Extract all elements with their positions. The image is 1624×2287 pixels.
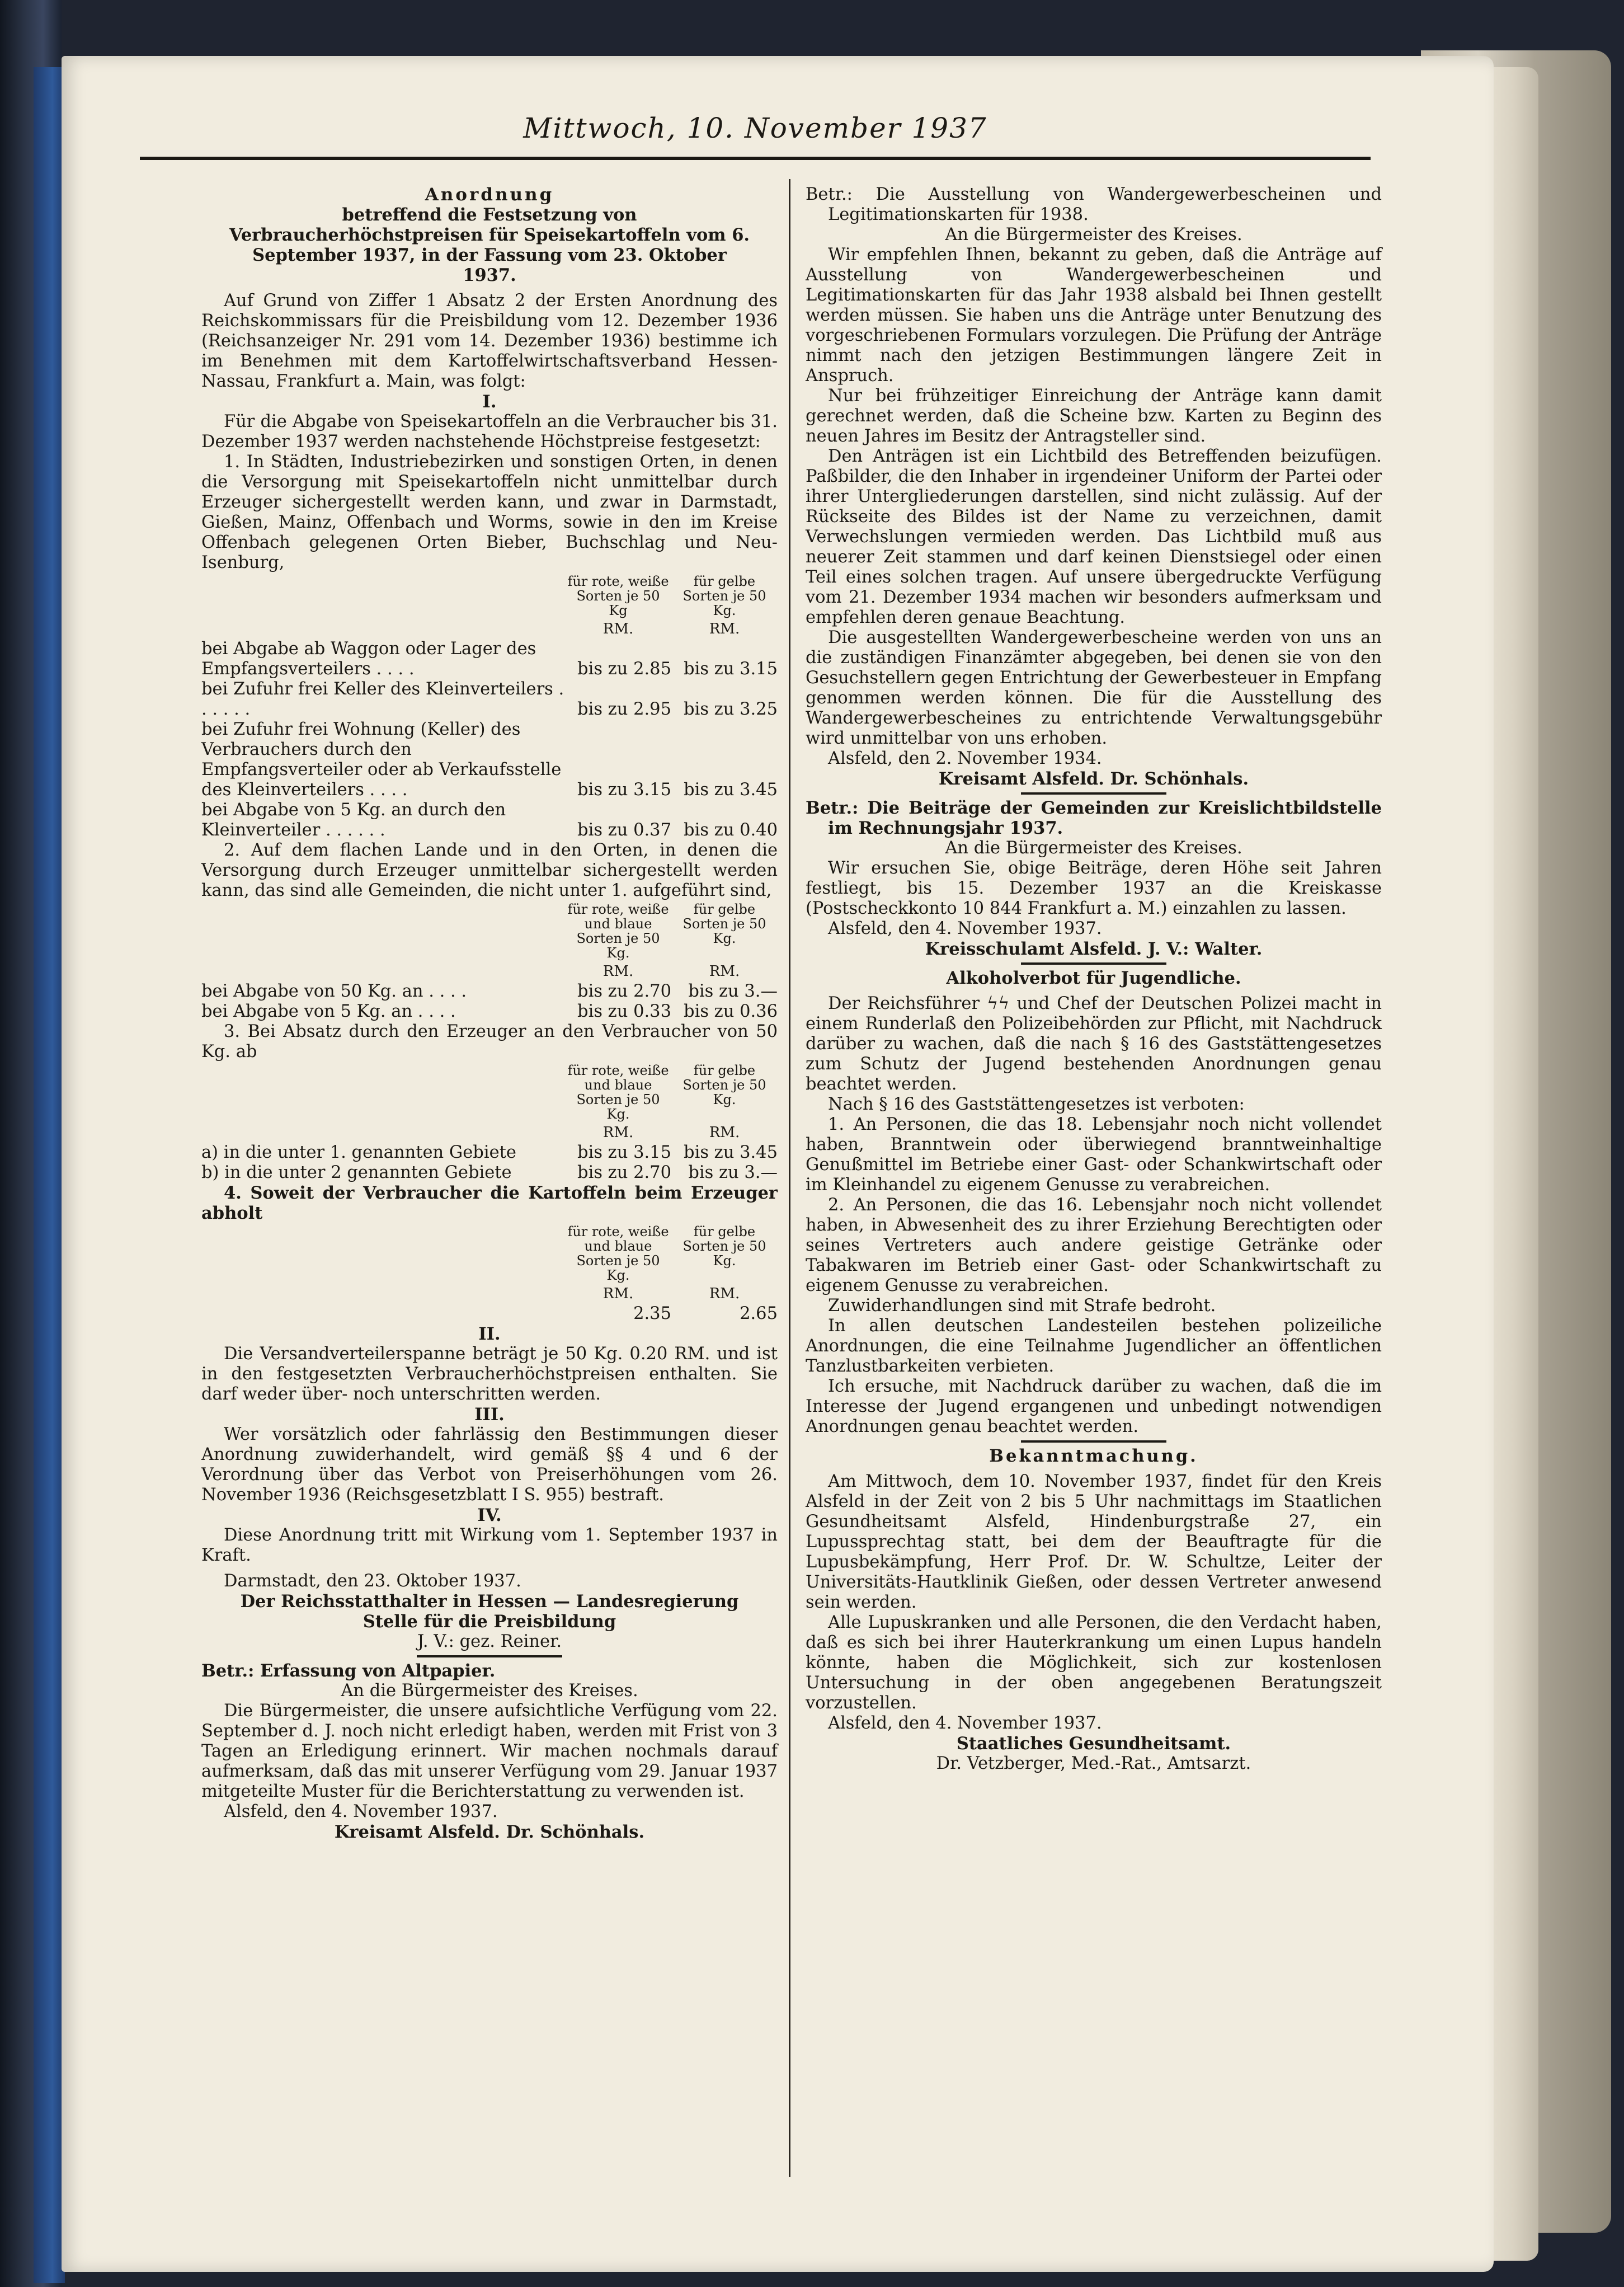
price-unit-row xyxy=(201,961,778,982)
price-column-headers xyxy=(201,1224,778,1283)
place-date: Darmstadt, den 23. Oktober 1937. xyxy=(224,1571,521,1591)
price-value: 2.35 xyxy=(633,1304,671,1323)
article-text: 2. An Personen, die das 16. Lebensjahr noch nicht vollendet haben, in Abwesenheit des zu ihrer Erziehung Berechtigten oder seines Vertreters auch andere geistige Getränke oder Tabakwaren im Betrieb einer Gast- oder Schankwirtschaft zu eigenem Genusse zu verabreichen. xyxy=(806,1195,1382,1295)
article-betr: Betr.: Die Ausstellung von Wandergewerbescheinen und Legitimationskarten für 1938. xyxy=(806,185,1382,224)
section-number: II. xyxy=(478,1324,501,1344)
section-number: III. xyxy=(474,1405,505,1425)
price-col-header: für rote, weiße und blaue Sorten je 50 Kg. xyxy=(567,1224,669,1283)
signer-line: J. V.: gez. Reiner. xyxy=(417,1632,562,1651)
article-text: Den Anträgen ist ein Lichtbild des Betreffenden beizufügen. Paßbilder, die den Inhaber in irgendeiner Uniform der Partei oder ihrer Untergliederungen darstellen, sind nicht zulässig. Auf der Rückseite des Bildes ist der Name zu verzeichnen, damit Verwechslungen vermieden werden. Das Lichtbild muß aus neuerer Zeit stammen und darf keinen Dienstsiegel oder einen Teil eines solchen tragen. Auf unsere übergedruckte Verfügung vom 21. Dezember 1934 machen wir besonders aufmerksam und empfehlen deren genaue Beachtung. xyxy=(806,447,1382,627)
signer-line: Dr. Vetzberger, Med.-Rat., Amtsarzt. xyxy=(936,1754,1251,1773)
article-to: An die Bürgermeister des Kreises. xyxy=(945,225,1242,245)
row-label: bei Zufuhr frei Keller des Kleinverteilers . . . . . . xyxy=(201,679,564,719)
section-text: Diese Anordnung tritt mit Wirkung vom 1. September 1937 in Kraft. xyxy=(201,1525,778,1565)
price-table xyxy=(201,1143,778,1183)
right-column xyxy=(806,185,1382,1774)
price-column-headers xyxy=(201,1063,778,1121)
price-value: bis zu 3.45 xyxy=(684,780,778,800)
altpapier-article xyxy=(201,1661,778,1842)
row-label: bei Zufuhr frei Wohnung (Keller) des Verbrauchers durch den Empfangsverteiler oder ab Verkaufsstelle des Kleinverteilers . . . . xyxy=(201,720,562,800)
book-spine-cloth xyxy=(34,67,65,2283)
item-text: 1. In Städten, Industriebezirken und sonstigen Orten, in denen die Versorgung mit Speisekartoffeln nicht unmittelbar durch Erzeuger sichergestellt werden kann, und zwar in Darmstadt, Gießen, Mainz, Offenbach und Worms, sowie in den im Kreise Offenbach gelegenen Orten Bieber, Buchschlag und Neu-Isenburg, xyxy=(201,452,778,572)
price-unit: RM. xyxy=(602,963,634,980)
price-value: bis zu 3.15 xyxy=(577,1143,671,1162)
price-col-header: für gelbe Sorten je 50 Kg. xyxy=(682,1224,766,1269)
signer-line: Kreisamt Alsfeld. Dr. Schönhals. xyxy=(938,769,1249,789)
section-text: Wer vorsätzlich oder fahrlässig den Bestimmungen dieser Anordnung zuwiderhandelt, wird gemäß §§ 4 und 6 der Verordnung über das Verbot von Preiserhöhungen vom 26. November 1936 (Reichsgesetzblatt I S. 955) bestraft. xyxy=(201,1425,778,1505)
section-number: I. xyxy=(482,392,497,412)
section-text: Die Versandverteilerspanne beträgt je 50 Kg. 0.20 RM. und ist in den festgesetzten Verbraucherhöchstpreisen enthalten. Sie darf weder über- noch unterschritten werden. xyxy=(201,1344,778,1404)
section-rule xyxy=(1021,1440,1166,1443)
price-column-headers xyxy=(201,574,778,618)
price-unit-row xyxy=(201,1284,778,1304)
price-table xyxy=(201,982,778,1022)
article-heading: Anordnung xyxy=(425,185,554,205)
place-date: Alsfeld, den 4. November 1937. xyxy=(224,1802,498,1821)
article-text: Der Reichsführer ϟϟ und Chef der Deutschen Polizei macht in einem Runderlaß den Polizeibehörden zur Pflicht, mit Nachdruck darüber zu wachen, daß die nach § 16 des Gaststättengesetzes zum Schutz der Jugend bestehenden Anordnungen genau beachtet werden. xyxy=(806,994,1382,1094)
article-text: Wir ersuchen Sie, obige Beiträge, deren Höhe seit Jahren festliegt, bis 15. Dezember 1937 an die Kreiskasse (Postscheckkonto 10 844 Frankfurt a. M.) einzahlen zu lassen. xyxy=(806,858,1382,918)
signer-line: Staatliches Gesundheitsamt. xyxy=(956,1734,1231,1754)
header-rule xyxy=(140,157,1371,160)
section-rule xyxy=(1021,962,1166,965)
price-unit: RM. xyxy=(709,963,740,980)
wander-article xyxy=(806,185,1382,789)
anordnung-article xyxy=(201,185,778,1652)
row-label: bei Abgabe von 5 Kg. an . . . . xyxy=(201,1002,456,1021)
article-text: Am Mittwoch, dem 10. November 1937, findet für den Kreis Alsfeld in der Zeit von 2 bis 5 Uhr nachmittags im Staatlichen Gesundheitsamt Alsfeld, Hindenburgstraße 27, ein Lupussprechtag statt, bei dem der Beauftragte für die Lupusbekämpfung, Herr Prof. Dr. W. Schultze, Leiter der Universitäts-Hautklinik Gießen, oder dessen Vertreter anwesend sein werden. xyxy=(806,1472,1382,1612)
price-value: bis zu 0.33 xyxy=(577,1002,671,1021)
price-value: bis zu 2.70 xyxy=(577,1163,671,1182)
kreislicht-article xyxy=(806,798,1382,959)
price-col-header: für rote, weiße und blaue Sorten je 50 Kg. xyxy=(567,1063,669,1122)
section-rule xyxy=(417,1655,562,1657)
alkohol-article xyxy=(806,968,1382,1437)
price-col-header: für gelbe Sorten je 50 Kg. xyxy=(682,1063,766,1107)
column-divider xyxy=(789,179,790,2177)
table-row xyxy=(201,1304,778,1324)
price-value: bis zu 0.37 xyxy=(577,820,671,840)
article-betr: Betr.: Die Beiträge der Gemeinden zur Kreislichtbildstelle im Rechnungsjahr 1937. xyxy=(806,798,1382,838)
signer-line: Kreisamt Alsfeld. Dr. Schönhals. xyxy=(334,1822,645,1842)
section-rule xyxy=(1021,792,1166,795)
article-to: An die Bürgermeister des Kreises. xyxy=(945,838,1242,858)
price-unit: RM. xyxy=(602,621,634,637)
article-text: Nur bei frühzeitiger Einreichung der Anträge kann damit gerechnet werden, daß die Scheine bzw. Karten zu Beginn des neuen Jahres im Besitz der Antragsteller sind. xyxy=(806,386,1382,446)
article-intro: Auf Grund von Ziffer 1 Absatz 2 der Ersten Anordnung des Reichskommissars für die Preisbildung vom 12. Dezember 1936 (Reichsanzeiger Nr. 291 vom 14. Dezember 1936) bestimme ich im Benehmen mit dem Kartoffelwirtschaftsverband Hessen-Nassau, Frankfurt a. Main, was folgt: xyxy=(201,291,778,391)
row-label: bei Abgabe von 5 Kg. an durch den Kleinverteiler . . . . . . xyxy=(201,800,506,840)
place-date: Alsfeld, den 2. November 1934. xyxy=(828,749,1102,768)
article-to: An die Bürgermeister des Kreises. xyxy=(341,1681,638,1701)
article-text: Die ausgestellten Wandergewerbescheine werden von uns an die zuständigen Finanzämter abgegeben, bei denen sie von den Gesuchstellern gegen Entrichtung der Gewerbesteuer in Empfang genommen werden können. Die für die Ausstellung des Wandergewerbescheines zu entrichtende Verwaltungsgebühr wird unmittelbar von uns erhoben. xyxy=(806,628,1382,748)
article-text: Alle Lupuskranken und alle Personen, die den Verdacht haben, daß es sich bei ihrer Hauterkrankung um einen Lupus handeln könnte, haben die Möglichkeit, sich zur kostenlosen Untersuchung in der oben angegebenen Beratungszeit vorzustellen. xyxy=(806,1613,1382,1713)
page-header xyxy=(140,112,1371,166)
article-text: Zuwiderhandlungen sind mit Strafe bedroht. xyxy=(828,1296,1216,1316)
article-title: Alkoholverbot für Jugendliche. xyxy=(946,968,1241,988)
article-text: Wir empfehlen Ihnen, bekannt zu geben, daß die Anträge auf Ausstellung von Wandergewerbescheinen und Legitimationskarten für das Jahr 1938 alsbald bei Ihnen gestellt werden müssen. Sie haben uns die Anträge unter Benutzung des vorgeschriebenen Formulars vorzulegen. Die Prüfung der Anträge nimmt nach den jetzigen Bestimmungen längere Zeit in Anspruch. xyxy=(806,245,1382,386)
price-unit: RM. xyxy=(709,1285,740,1302)
bekanntmachung-article xyxy=(806,1446,1382,1774)
section-number: IV. xyxy=(477,1505,502,1525)
price-unit: RM. xyxy=(709,621,740,637)
table-row xyxy=(201,679,778,720)
price-value: bis zu 3.15 xyxy=(684,659,778,679)
section-text: Für die Abgabe von Speisekartoffeln an die Verbraucher bis 31. Dezember 1937 werden nachstehende Höchstpreise festgesetzt: xyxy=(201,412,778,452)
place-date: Alsfeld, den 4. November 1937. xyxy=(828,919,1102,938)
price-value: bis zu 0.40 xyxy=(684,820,778,840)
article-text: Ich ersuche, mit Nachdruck darüber zu wachen, daß die im Interesse der Jugend ergangenen und unbedingt notwendigen Anordnungen genau beachtet werden. xyxy=(806,1377,1382,1436)
price-table xyxy=(201,639,778,840)
price-value: bis zu 3.— xyxy=(688,982,778,1001)
table-row xyxy=(201,639,778,679)
article-text: Die Bürgermeister, die unsere aufsichtliche Verfügung vom 22. September d. J. noch nicht erledigt haben, werden mit Frist von 3 Tagen an Erledigung erinnert. Wir machen nochmals darauf aufmerksam, daß das mit unserer Verfügung vom 29. Januar 1937 mitgeteilte Muster für die Berichterstattung zu verwenden ist. xyxy=(201,1701,778,1801)
price-value: bis zu 3.25 xyxy=(684,699,778,719)
table-row xyxy=(201,1163,778,1183)
table-row xyxy=(201,800,778,840)
article-text: Nach § 16 des Gaststättengesetzes ist verboten: xyxy=(828,1095,1245,1114)
table-row xyxy=(201,720,778,800)
price-col-header: für rote, weiße und blaue Sorten je 50 Kg. xyxy=(567,901,669,961)
left-column xyxy=(201,185,778,1842)
row-label: bei Abgabe ab Waggon oder Lager des Empfangsverteilers . . . . xyxy=(201,639,536,679)
table-row xyxy=(201,1143,778,1163)
price-unit-row xyxy=(201,1123,778,1143)
price-value: bis zu 3.15 xyxy=(577,780,671,800)
price-column-headers xyxy=(201,902,778,960)
price-col-header: für gelbe Sorten je 50 Kg. xyxy=(682,574,766,618)
price-value: 2.65 xyxy=(740,1304,778,1323)
price-value: bis zu 2.70 xyxy=(577,982,671,1001)
price-value: bis zu 3.45 xyxy=(684,1143,778,1162)
price-unit-row xyxy=(201,619,778,639)
issue-date: Mittwoch, 10. November 1937 xyxy=(523,112,987,144)
signer-line: Der Reichsstatthalter in Hessen — Landesregierung xyxy=(240,1591,739,1612)
price-col-header: für gelbe Sorten je 50 Kg. xyxy=(682,901,766,946)
price-unit: RM. xyxy=(602,1285,634,1302)
table-row xyxy=(201,1002,778,1022)
price-unit: RM. xyxy=(709,1124,740,1141)
price-value: bis zu 2.85 xyxy=(577,659,671,679)
place-date: Alsfeld, den 4. November 1937. xyxy=(828,1713,1102,1733)
price-col-header: für rote, weiße Sorten je 50 Kg xyxy=(567,574,669,618)
signer-line: Kreisschulamt Alsfeld. J. V.: Walter. xyxy=(925,939,1263,959)
price-unit: RM. xyxy=(602,1124,634,1141)
item-text: 4. Soweit der Verbraucher die Kartoffeln beim Erzeuger abholt xyxy=(201,1183,778,1223)
item-text: 2. Auf dem flachen Lande und in den Orten, in denen die Versorgung durch Erzeuger unmittelbar sichergestellt werden kann, das sind alle Gemeinden, die nicht unter 1. aufgeführt sind, xyxy=(201,840,778,900)
price-value: bis zu 3.— xyxy=(688,1163,778,1182)
row-label: b) in die unter 2 genannten Gebiete xyxy=(201,1163,512,1182)
item-text: 3. Bei Absatz durch den Erzeuger an den Verbraucher von 50 Kg. ab xyxy=(201,1022,778,1062)
article-text: 1. An Personen, die das 18. Lebensjahr noch nicht vollendet haben, Branntwein oder überwiegend branntweinhaltige Genußmittel im Betriebe einer Gast- oder Schankwirtschaft oder im Kleinhandel zu eigenem Genusse zu verabreichen. xyxy=(806,1115,1382,1195)
price-value: bis zu 2.95 xyxy=(577,699,671,719)
article-betr: Betr.: Erfassung von Altpapier. xyxy=(201,1661,496,1681)
table-row xyxy=(201,982,778,1002)
signer-line: Stelle für die Preisbildung xyxy=(363,1612,616,1632)
row-label: bei Abgabe von 50 Kg. an . . . . xyxy=(201,982,467,1001)
article-subheading: betreffend die Festsetzung von Verbraucherhöchstpreisen für Speisekartoffeln vom 6. September 1937, in der Fassung vom 23. Oktober 1937. xyxy=(229,205,750,285)
article-text: In allen deutschen Landesteilen bestehen polizeiliche Anordnungen, die eine Teilnahme Jugendlicher an öffentlichen Tanzlustbarkeiten verbieten. xyxy=(806,1316,1382,1376)
price-value: bis zu 0.36 xyxy=(684,1002,778,1021)
article-title: Bekanntmachung. xyxy=(989,1446,1198,1466)
row-label: a) in die unter 1. genannten Gebiete xyxy=(201,1143,516,1162)
